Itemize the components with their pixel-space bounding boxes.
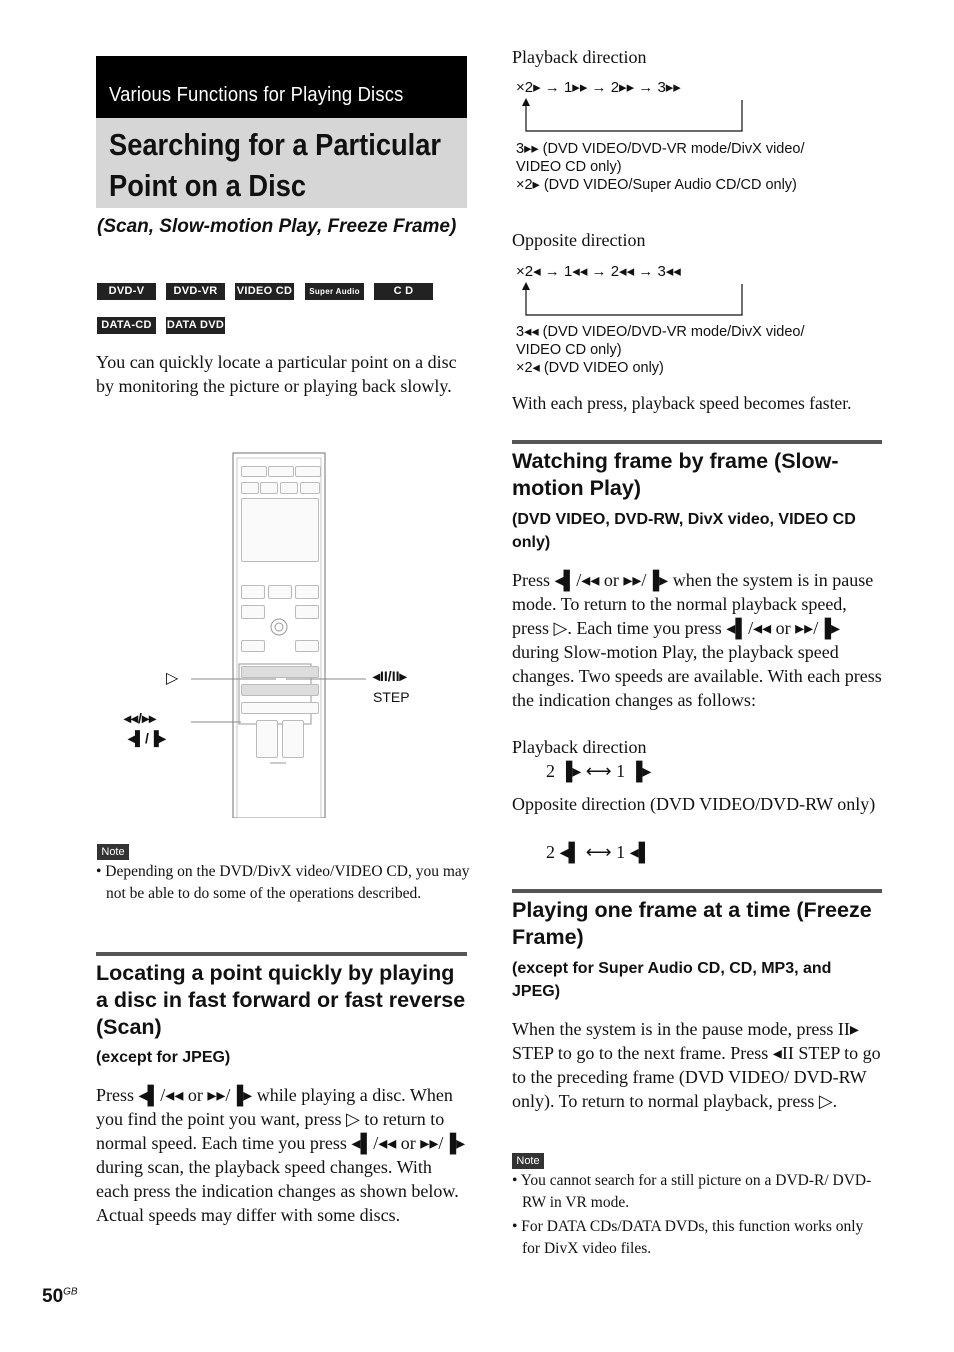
- remote-button-row5b: [295, 640, 319, 652]
- slow-qualifier: (DVD VIDEO, DVD-RW, DivX video, VIDEO CD only): [512, 511, 856, 551]
- remote-button-row2d: [300, 482, 320, 494]
- opposite-sequence: ×2◂ → 1◂◂ → 2◂◂ → 3◂◂: [516, 263, 681, 280]
- freeze-body: When the system is in the pause mode, press II▸ STEP to go to the next frame. Press ◂II STEP to go to the preceding frame (DVD VIDEO/ DVD-RW only). To return to normal playback, press ▷.: [512, 1019, 881, 1111]
- remote-button-row2c: [280, 482, 298, 494]
- scan-callout-label-1: ◂◂/▸▸: [124, 710, 156, 726]
- step-callout-label: ◂II/II▸: [373, 668, 407, 684]
- slow-playback-label: Playback direction: [512, 737, 647, 757]
- opposite-note-2: VIDEO CD only): [516, 342, 622, 358]
- speed-note: With each press, playback speed becomes faster.: [512, 393, 852, 413]
- badge-data-dvd: DATA DVD: [166, 317, 225, 334]
- note-2-bullet-1: • You cannot search for a still picture on a DVD-R/ DVD-RW in VR mode.: [512, 1172, 872, 1211]
- page-title: [109, 124, 441, 206]
- remote-button-row5a: [241, 640, 265, 652]
- badge-dvd-v: DVD-V: [97, 283, 156, 300]
- remote-volume-left: [256, 720, 278, 758]
- remote-button-row4a: [241, 605, 265, 619]
- disc-badges: [97, 283, 467, 335]
- remote-illustration: [96, 450, 466, 818]
- intro-paragraph: You can quickly locate a particular point on a disc by monitoring the picture or playing back slowly.: [96, 352, 457, 396]
- remote-button-row2a: [241, 482, 259, 494]
- note-label-1: Note: [97, 844, 129, 860]
- opposite-notes: [516, 323, 876, 377]
- subtitle: (Scan, Slow-motion Play, Freeze Frame): [97, 216, 457, 237]
- remote-button-row2b: [260, 482, 278, 494]
- slow-opposite-seq: 2 ◂▌ ⟷ 1 ◂▌: [546, 842, 652, 862]
- section-header: Various Functions for Playing Discs: [109, 84, 404, 106]
- badge-cd: C D: [374, 283, 433, 300]
- remote-button-row3c: [295, 585, 319, 599]
- remote-numpad: [241, 498, 319, 562]
- slow-opposite-label: Opposite direction (DVD VIDEO/DVD-RW only): [512, 794, 876, 814]
- remote-transport-buttons: [241, 684, 319, 696]
- remote-button-row3a: [241, 585, 265, 599]
- slow-heading: Watching frame by frame (Slow-motion Play): [512, 449, 839, 500]
- remote-step-buttons: [241, 666, 319, 678]
- remote-button-row4b: [295, 605, 319, 619]
- badge-video-cd: VIDEO CD: [235, 283, 294, 300]
- slow-section-rule: [512, 440, 882, 444]
- opposite-loop-arrow: [518, 282, 748, 322]
- freeze-heading: Playing one frame at a time (Freeze Frame): [512, 898, 872, 949]
- scan-section-rule: [96, 952, 467, 956]
- opposite-direction-label: Opposite direction: [512, 230, 646, 250]
- remote-button-row1b: [268, 466, 294, 477]
- title-box: [96, 118, 467, 208]
- play-callout-label: ▷: [166, 670, 179, 687]
- remote-volume-right: [282, 720, 304, 758]
- scan-callout-label-2: ◂▌/▐▸: [128, 730, 166, 746]
- scan-qualifier: (except for JPEG): [96, 1049, 231, 1066]
- note-2-bullet-2: • For DATA CDs/DATA DVDs, this function works only for DivX video files.: [512, 1218, 864, 1257]
- badge-super-audio-cd: Super Audio CD: [305, 283, 364, 300]
- opposite-note-1: 3◂◂ (DVD VIDEO/DVD-VR mode/DivX video/: [516, 324, 805, 340]
- scan-heading: Locating a point quickly by playing a disc in fast forward or fast reverse (Scan): [96, 961, 466, 1039]
- step-word-label: STEP: [373, 689, 410, 705]
- playback-sequence: ×2▸ → 1▸▸ → 2▸▸ → 3▸▸: [516, 79, 681, 96]
- playback-note-1: 3▸▸ (DVD VIDEO/DVD-VR mode/DivX video/: [516, 141, 805, 157]
- remote-button-row1c: [295, 466, 321, 477]
- playback-note-2: VIDEO CD only): [516, 159, 622, 175]
- page-number-value: 50: [42, 1286, 64, 1307]
- title-line-1: Searching for a Particular: [109, 127, 442, 162]
- section-header-bar: [96, 56, 467, 118]
- page-number: [42, 1286, 78, 1308]
- playback-direction-label: Playback direction: [512, 47, 647, 67]
- badge-data-cd: DATA-CD: [97, 317, 156, 334]
- title-line-2: Point on a Disc: [109, 168, 307, 203]
- freeze-qualifier: (except for Super Audio CD, CD, MP3, and JPEG): [512, 960, 832, 1000]
- remote-button-row1a: [241, 466, 267, 477]
- playback-loop-arrow: [518, 98, 748, 138]
- remote-button-row3b: [268, 585, 292, 599]
- slow-playback-seq: 2 ▐▸ ⟷ 1 ▐▸: [546, 761, 652, 781]
- freeze-section-rule: [512, 889, 882, 893]
- page-number-suffix: GB: [63, 1286, 78, 1298]
- note-label-2: Note: [512, 1153, 544, 1169]
- badge-dvd-vr: DVD-VR: [166, 283, 225, 300]
- playback-notes: [516, 140, 876, 194]
- playback-note-3: ×2▸ (DVD VIDEO/Super Audio CD/CD only): [516, 177, 797, 193]
- note-2-bullets: [512, 1170, 884, 1260]
- scan-body: Press ◂▌/◂◂ or ▸▸/▐▸ while playing a disc. When you find the point you want, press ▷ to return to normal speed. Each time you press ◂▌/◂◂ or ▸▸/▐▸ during scan, the playback speed changes. With each press the indication changes as shown below. Actual speeds may differ with some discs.: [96, 1085, 466, 1225]
- note-1-text: • Depending on the DVD/DivX video/VIDEO CD, you may not be able to do some of the operations described.: [96, 863, 470, 902]
- remote-button-row6: [241, 702, 319, 714]
- slow-body: Press ◂▌/◂◂ or ▸▸/▐▸ when the system is in pause mode. To return to the normal playback speed, press ▷. Each time you press ◂▌/◂◂ or ▸▸/▐▸ during Slow-motion Play, the playback speed changes. Two speeds are available. With each press the indication changes as follows:: [512, 570, 882, 710]
- opposite-note-3: ×2◂ (DVD VIDEO only): [516, 360, 664, 376]
